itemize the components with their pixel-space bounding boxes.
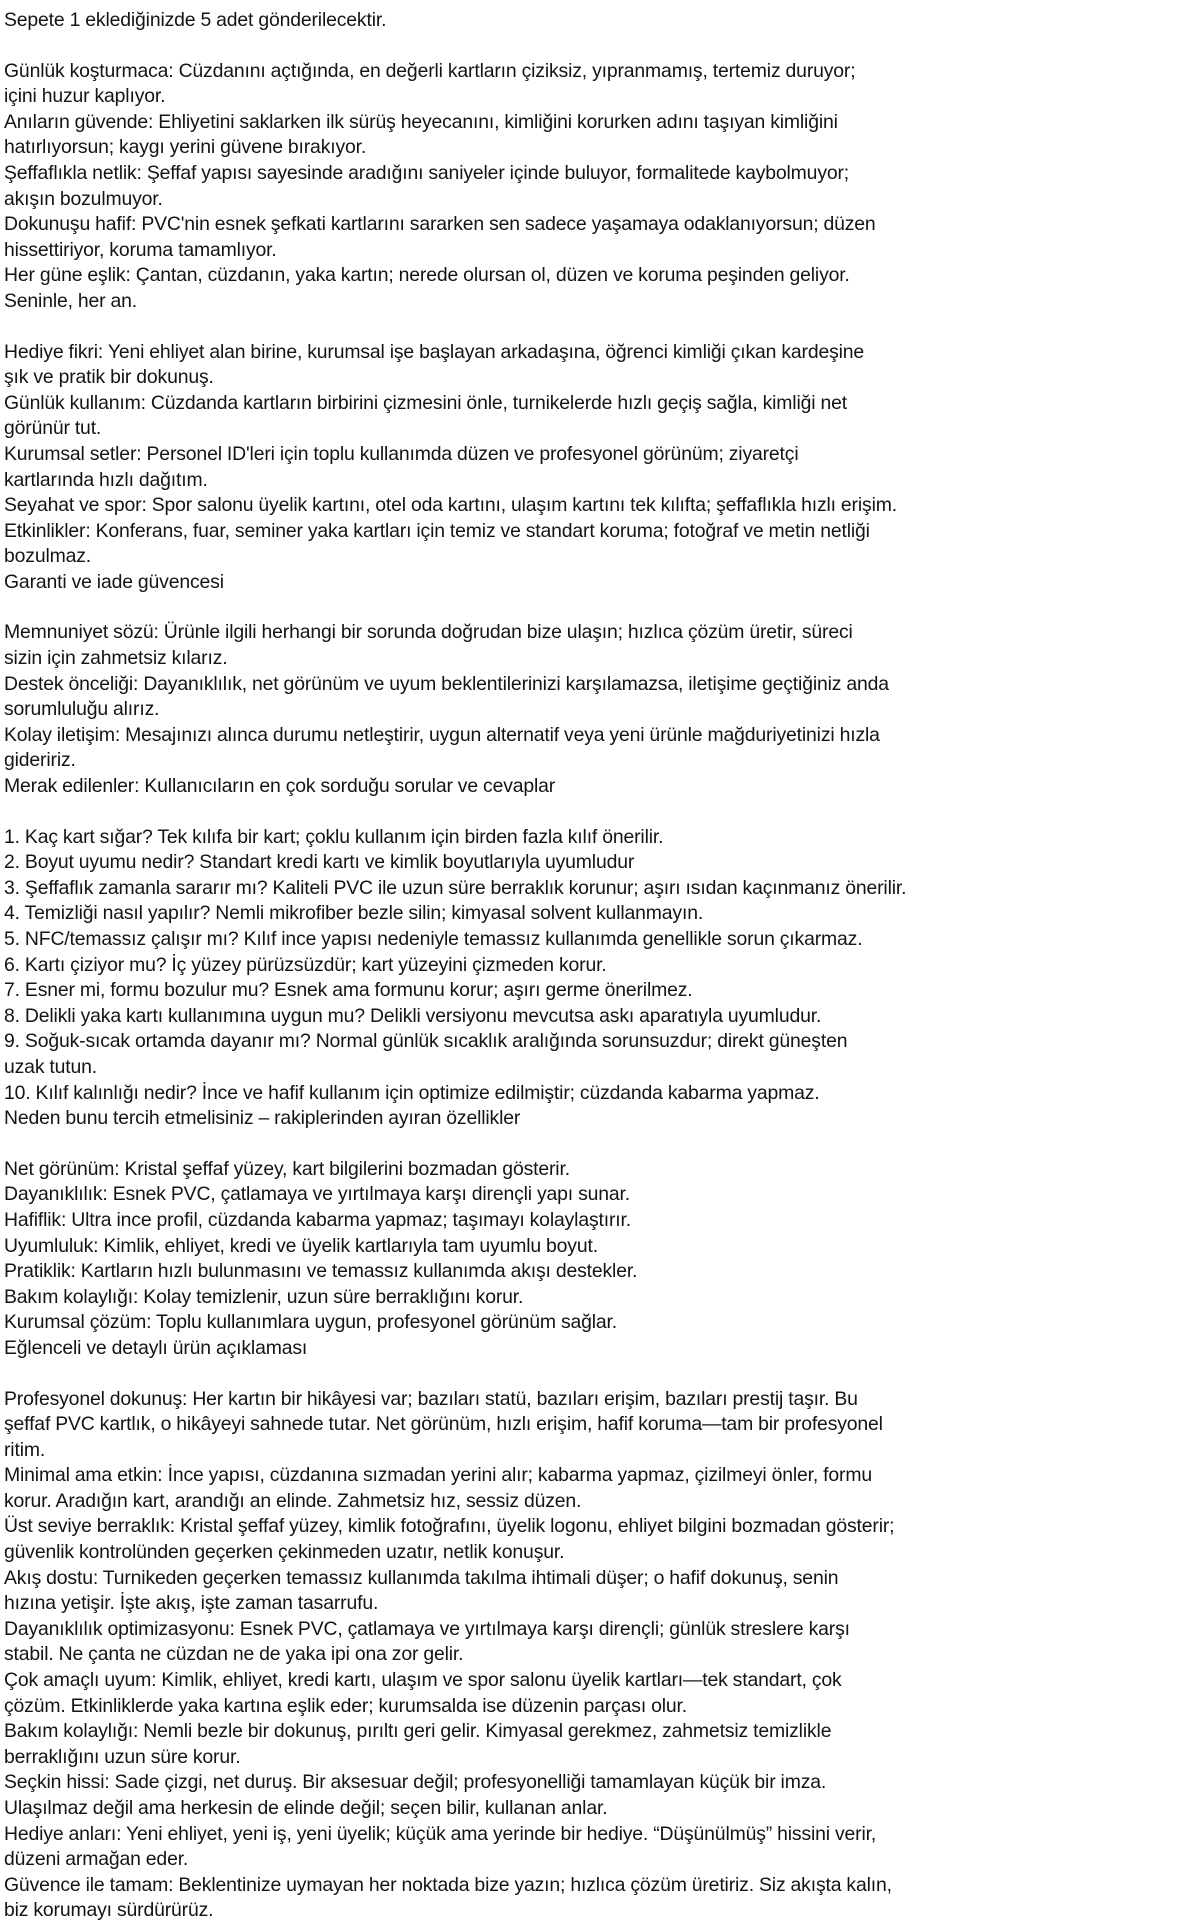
- text-line: akışın bozulmuyor.: [4, 187, 163, 210]
- text-line: Dokunuşu hafif: PVC'nin esnek şefkati kartlarını sararken sen sadece yaşamaya odaklanıyorsun; düzen: [4, 213, 876, 236]
- text-line: 4. Temizliği nasıl yapılır? Nemli mikrofiber bezle silin; kimyasal solvent kullanmayın.: [4, 902, 704, 925]
- text-line: 2. Boyut uyumu nedir? Standart kredi kartı ve kimlik boyutlarıyla uyumludur: [4, 851, 635, 874]
- text-line: Minimal ama etkin: İnce yapısı, cüzdanına sızmadan yerini alır; kabarma yapmaz, çizilmeyi önler, formu: [4, 1464, 872, 1487]
- text-line: gideririz.: [4, 749, 76, 772]
- text-line: stabil. Ne çanta ne cüzdan ne de yaka ipi ona zor gelir.: [4, 1643, 464, 1666]
- text-line: Net görünüm: Kristal şeffaf yüzey, kart bilgilerini bozmadan gösterir.: [4, 1157, 570, 1180]
- text-line: hızına yetişir. İşte akış, işte zaman tasarrufu.: [4, 1592, 379, 1615]
- intro-block: [4, 8, 1180, 34]
- text-line: Günlük kullanım: Cüzdanda kartların birbirini çizmesini önle, turnikelerde hızlı geçiş sağla, kimliği net: [4, 391, 847, 414]
- product-description-body: [4, 8, 1180, 1924]
- text-line: 6. Kartı çiziyor mu? İç yüzey pürüzsüzdür; kart yüzeyini çizmeden korur.: [4, 953, 607, 976]
- text-line: içini huzur kaplıyor.: [4, 85, 166, 108]
- text-line: Pratiklik: Kartların hızlı bulunmasını ve temassız kullanımda akışı destekler.: [4, 1260, 638, 1283]
- text-line: 10. Kılıf kalınlığı nedir? İnce ve hafif kullanım için optimize edilmiştir; cüzdanda kabarma yapmaz.: [4, 1081, 820, 1104]
- text-line: Merak edilenler: Kullanıcıların en çok sorduğu sorular ve cevaplar: [4, 775, 556, 798]
- text-line: Destek önceliği: Dayanıklılık, net görünüm ve uyum beklentilerinizi karşılamazsa, iletişime geçtiğiniz anda: [4, 672, 889, 695]
- benefits-block: [4, 59, 1180, 315]
- text-line: güvenlik kontrolünden geçerken çekinmeden uzatır, netlik konuşur.: [4, 1541, 565, 1564]
- text-line: 8. Delikli yaka kartı kullanımına uygun mu? Delikli versiyonu mevcutsa askı aparatıyla uyumludur.: [4, 1004, 822, 1027]
- text-line: Akış dostu: Turnikeden geçerken temassız kullanımda takılma ihtimali düşer; o hafif dokunuş, senin: [4, 1566, 839, 1589]
- spacer: [4, 800, 1180, 825]
- spacer: [4, 315, 1180, 340]
- text-line: Profesyonel dokunuş: Her kartın bir hikâyesi var; bazıları statü, bazıları erişim, bazıları prestij taşır. Bu: [4, 1387, 858, 1410]
- text-line: Hafiflik: Ultra ince profil, cüzdanda kabarma yapmaz; taşımayı kolaylaştırır.: [4, 1208, 631, 1231]
- text-line: Etkinlikler: Konferans, fuar, seminer yaka kartları için temiz ve standart koruma; fotoğraf ve metin netliği: [4, 519, 870, 542]
- text-line: Kurumsal setler: Personel ID'leri için toplu kullanımda düzen ve profesyonel görünüm; ziyaretçi: [4, 442, 799, 465]
- features-block: [4, 1157, 1180, 1362]
- text-line: şık ve pratik bir dokunuş.: [4, 366, 214, 389]
- text-line: Çok amaçlı uyum: Kimlik, ehliyet, kredi kartı, ulaşım ve spor salonu üyelik kartları—tek standart, çok: [4, 1669, 842, 1692]
- spacer: [4, 1132, 1180, 1157]
- spacer: [4, 34, 1180, 59]
- text-line: hissettiriyor, koruma tamamlıyor.: [4, 238, 277, 261]
- text-line: sizin için zahmetsiz kılarız.: [4, 647, 228, 670]
- text-line: Memnuniyet sözü: Ürünle ilgili herhangi bir sorunda doğrudan bize ulaşın; hızlıca çözüm üretir, süreci: [4, 621, 853, 644]
- text-line: berraklığını uzun süre korur.: [4, 1745, 241, 1768]
- text-line: Üst seviye berraklık: Kristal şeffaf yüzey, kimlik fotoğrafını, üyelik logonu, ehliyet bilgini bozmadan gösterir;: [4, 1515, 895, 1538]
- text-line: Dayanıklılık: Esnek PVC, çatlamaya ve yırtılmaya karşı dirençli yapı sunar.: [4, 1183, 631, 1206]
- text-line: Neden bunu tercih etmelisiniz – rakiplerinden ayıran özellikler: [4, 1107, 521, 1130]
- text-line: 7. Esner mi, formu bozulur mu? Esnek ama formunu korur; aşırı germe önerilmez.: [4, 979, 693, 1002]
- text-line: uzak tutun.: [4, 1055, 98, 1078]
- text-line: Seninle, her an.: [4, 289, 138, 312]
- text-line: görünür tut.: [4, 417, 102, 440]
- text-line: Kolay iletişim: Mesajınızı alınca durumu netleştirir, uygun alternatif veya yeni ürünle mağduriyetinizi hızla: [4, 723, 880, 746]
- guarantee-block: [4, 620, 1180, 799]
- text-line: ritim.: [4, 1438, 46, 1461]
- text-line: Anıların güvende: Ehliyetini saklarken ilk sürüş heyecanını, kimliğini korurken adını taşıyan kimliğini: [4, 110, 838, 133]
- text-line: Hediye anları: Yeni ehliyet, yeni iş, yeni üyelik; küçük ama yerinde bir hediye. “Düşünülmüş” hissini verir,: [4, 1822, 877, 1845]
- text-line: sorumluluğu alırız.: [4, 698, 160, 721]
- text-line: Kurumsal çözüm: Toplu kullanımlara uygun, profesyonel görünüm sağlar.: [4, 1311, 618, 1334]
- text-line: Sepete 1 eklediğinizde 5 adet gönderilecektir.: [4, 9, 387, 31]
- text-line: Hediye fikri: Yeni ehliyet alan birine, kurumsal işe başlayan arkadaşına, öğrenci kimliği çıkan kardeşine: [4, 340, 865, 363]
- text-line: Bakım kolaylığı: Nemli bezle bir dokunuş, pırıltı geri gelir. Kimyasal gerekmez, zahmetsiz temizlikle: [4, 1720, 832, 1743]
- text-line: şeffaf PVC kartlık, o hikâyeyi sahnede tutar. Net görünüm, hızlı erişim, hafif koruma—tam bir profesyonel: [4, 1413, 883, 1436]
- text-line: Uyumluluk: Kimlik, ehliyet, kredi ve üyelik kartlarıyla tam uyumlu boyut.: [4, 1234, 598, 1257]
- text-line: korur. Aradığın kart, arandığı an elinde. Zahmetsiz hız, sessiz düzen.: [4, 1489, 582, 1512]
- text-line: Ulaşılmaz değil ama herkesin de elinde değil; seçen bilir, kullanan anlar.: [4, 1797, 608, 1819]
- use-cases-block: [4, 340, 1180, 596]
- spacer: [4, 1362, 1180, 1387]
- text-line: Her güne eşlik: Çantan, cüzdanın, yaka kartın; nerede olursan ol, düzen ve koruma peşinden geliyor.: [4, 264, 850, 287]
- text-line: bozulmaz.: [4, 545, 92, 568]
- text-line: 9. Soğuk-sıcak ortamda dayanır mı? Normal günlük sıcaklık aralığında sorunsuzdur; direkt güneşten: [4, 1030, 848, 1053]
- text-line: 1. Kaç kart sığar? Tek kılıfa bir kart; çoklu kullanım için birden fazla kılıf önerilir.: [4, 825, 664, 848]
- text-line: Seyahat ve spor: Spor salonu üyelik kartını, otel oda kartını, ulaşım kartını tek kılıfta; şeffaflıkla hızlı erişim.: [4, 494, 897, 517]
- text-line: kartlarında hızlı dağıtım.: [4, 468, 208, 491]
- text-line: 5. NFC/temassız çalışır mı? Kılıf ince yapısı nedeniyle temassız kullanımda genellikle sorun çıkarmaz.: [4, 928, 863, 950]
- text-line: hatırlıyorsun; kaygı yerini güvene bırakıyor.: [4, 136, 367, 159]
- detailed-block: [4, 1387, 1180, 1924]
- text-line: Bakım kolaylığı: Kolay temizlenir, uzun süre berraklığını korur.: [4, 1285, 524, 1308]
- text-line: çözüm. Etkinliklerde yaka kartına eşlik eder; kurumsalda ise düzenin parçası olur.: [4, 1694, 688, 1717]
- text-line: Seçkin hissi: Sade çizgi, net duruş. Bir aksesuar değil; profesyonelliği tamamlayan küçük bir imza.: [4, 1771, 827, 1794]
- text-line: Dayanıklılık optimizasyonu: Esnek PVC, çatlamaya ve yırtılmaya karşı dirençli; günlük streslere karşı: [4, 1617, 850, 1640]
- text-line: Şeffaflıkla netlik: Şeffaf yapısı sayesinde aradığını saniyeler içinde buluyor, formalitede kaybolmuyor;: [4, 161, 850, 184]
- text-line: biz korumayı sürdürürüz.: [4, 1899, 214, 1922]
- text-line: düzeni armağan eder.: [4, 1848, 189, 1871]
- faq-block: [4, 825, 1180, 1132]
- spacer: [4, 595, 1180, 620]
- text-line: Güvence ile tamam: Beklentinize uymayan her noktada bize yazın; hızlıca çözüm üretiriz. Siz akışta kalın,: [4, 1873, 892, 1896]
- text-line: Garanti ve iade güvencesi: [4, 570, 224, 593]
- text-line: Eğlenceli ve detaylı ürün açıklaması: [4, 1336, 308, 1359]
- text-line: 3. Şeffaflık zamanla sararır mı? Kaliteli PVC ile uzun süre berraklık korunur; aşırı ısıdan kaçınmanız önerilir.: [4, 876, 907, 899]
- text-line: Günlük koşturmaca: Cüzdanını açtığında, en değerli kartların çiziksiz, yıpranmamış, tertemiz duruyor;: [4, 59, 856, 82]
